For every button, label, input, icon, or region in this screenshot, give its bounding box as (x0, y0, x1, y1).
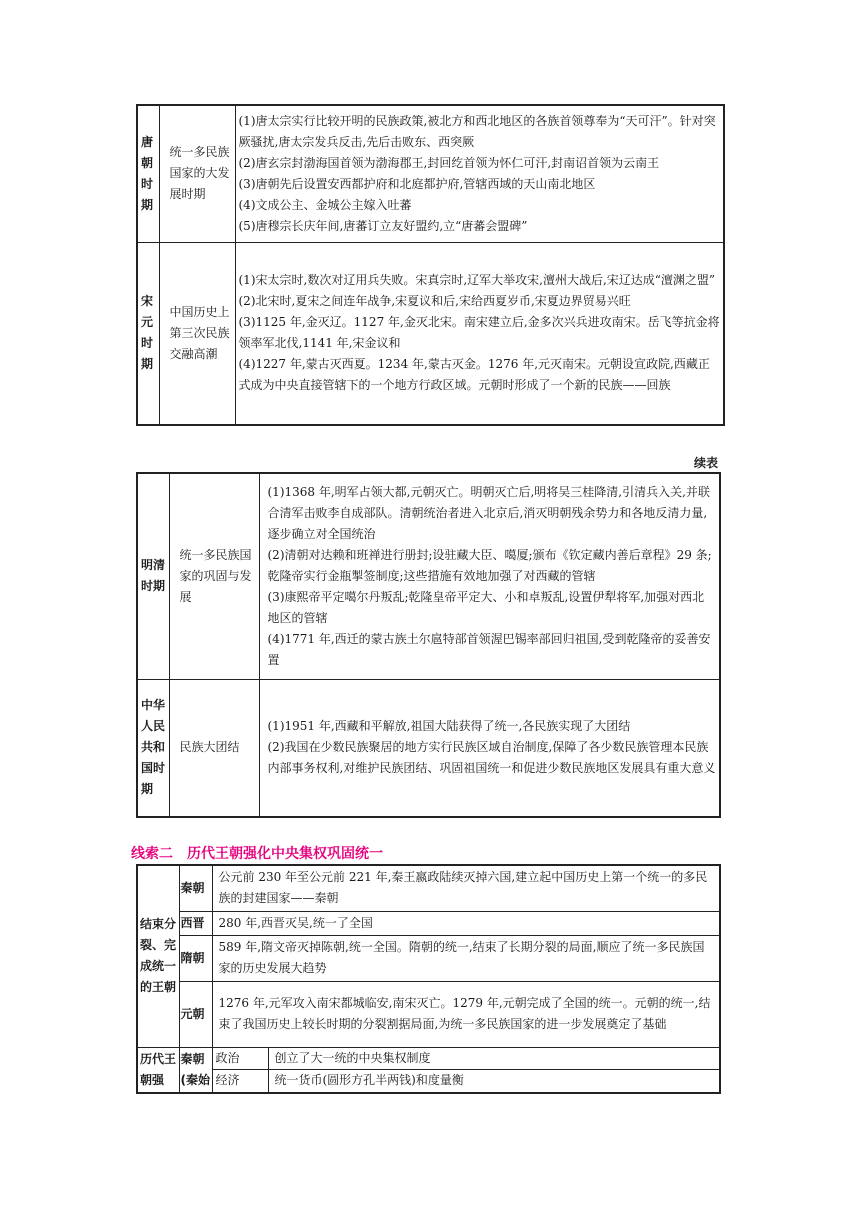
table-row (137, 242, 724, 425)
table-row (137, 473, 720, 679)
group-label: 结束分裂、完成统一的王朝 (137, 865, 179, 1047)
point-text: (3)1125 年,金灭辽。1127 年,金灭北宋。南宋建立后,金多次兴兵进攻南宋。岳飞等抗金将领率军北伐,1141 年,宋金议和 (238, 315, 720, 351)
point-text: (3)唐朝先后设置安西都护府和北庭都护府,管辖西域的天山南北地区 (238, 176, 596, 191)
table-row (137, 981, 720, 1047)
theme-cell: 民族大团结 (169, 679, 259, 817)
event-text: 公元前 230 年至公元前 221 年,秦王嬴政陆续灭掉六国,建立起中国历史上第一个统一的多民族的封建国家——秦朝 (212, 865, 720, 911)
points-cell (259, 473, 720, 679)
table-tang-song (136, 104, 725, 426)
dynasty-cell: 元朝 (179, 981, 212, 1047)
group-label: 历代王朝强 (137, 1047, 179, 1093)
point-text: (2)北宋时,夏宋之间连年战争,宋夏议和后,宋给西夏岁币,宋夏边界贸易兴旺 (238, 294, 631, 309)
point-text: (2)我国在少数民族聚居的地方实行民族区域自治制度,保障了各少数民族管理本民族内部事务权利,对维护民族团结、巩固祖国统一和促进少数民族地区发展具有重大意义 (267, 740, 716, 776)
point-text: (2)唐玄宗封渤海国首领为渤海郡王,封回纥首领为怀仁可汗,封南诏首领为云南王 (238, 155, 660, 170)
point-text: (4)1771 年,西迁的蒙古族土尔扈特部首领渥巴锡率部回归祖国,受到乾隆帝的妥善安置 (267, 631, 711, 667)
dynasty-cell: 隋朝 (179, 935, 212, 981)
aspect-cell: 政治 (212, 1047, 268, 1069)
point-text: (4)1227 年,蒙古灭西夏。1234 年,蒙古灭金。1276 年,元灭南宋。元朝设宣政院,西藏正式成为中央直接管辖下的一个地方行政区域。元朝时形成了一个新的民族——回族 (238, 357, 710, 393)
event-text: 创立了大一统的中央集权制度 (268, 1047, 720, 1069)
points-cell (235, 105, 724, 242)
aspect-cell: 经济 (212, 1069, 268, 1093)
continued-label: 续表 (694, 456, 719, 470)
era-cell: 明清时期 (137, 473, 169, 679)
table-unification (136, 864, 721, 1094)
dynasty-cell: 秦朝 (179, 865, 212, 911)
table-row (137, 679, 720, 817)
table-ming-prc (136, 472, 721, 818)
theme-cell: 中国历史上第三次民族交融高潮 (159, 242, 235, 425)
points-cell (259, 679, 720, 817)
era-cell: 唐朝时期 (137, 105, 159, 242)
point-text: (3)康熙帝平定噶尔丹叛乱;乾隆皇帝平定大、小和卓叛乱,设置伊犁将军,加强对西北地区的管辖 (267, 589, 705, 625)
dynasty-cell: 西晋 (179, 911, 212, 935)
table-row (137, 1047, 720, 1069)
point-text: (5)唐穆宗长庆年间,唐蕃订立友好盟约,立“唐蕃会盟碑” (238, 218, 528, 233)
event-text: 1276 年,元军攻入南宋都城临安,南宋灭亡。1279 年,元朝完成了全国的统一。元朝的统一,结束了我国历史上较长时期的分裂割据局面,为统一多民族国家的进一步发展奠定了基础 (212, 981, 720, 1047)
point-text: (2)清朝对达赖和班禅进行册封;设驻藏大臣、噶厦;颁布《钦定藏内善后章程》29 条;乾隆帝实行金瓶掣签制度;这些措施有效地加强了对西藏的管辖 (267, 547, 712, 583)
event-text: 589 年,隋文帝灭掉陈朝,统一全国。隋朝的统一,结束了长期分裂的局面,顺应了统一多民族国家的历史发展大趋势 (212, 935, 720, 981)
event-text: 统一货币(圆形方孔半两钱)和度量衡 (268, 1069, 720, 1093)
point-text: (4)文成公主、金城公主嫁入吐蕃 (238, 197, 412, 212)
era-cell: 宋元时期 (137, 242, 159, 425)
table-row (137, 911, 720, 935)
point-text: (1)宋太宗时,数次对辽用兵失败。宋真宗时,辽军大举攻宋,澶州大战后,宋辽达成“澶渊之盟” (238, 273, 716, 288)
point-text: (1)1951 年,西藏和平解放,祖国大陆获得了统一,各民族实现了大团结 (267, 719, 631, 734)
clue-two-title: 线索二 历代王朝强化中央集权巩固统一 (131, 846, 383, 862)
table-row (137, 105, 724, 242)
table-row (137, 865, 720, 911)
table-row (137, 935, 720, 981)
theme-cell: 统一多民族国家的巩固与发展 (169, 473, 259, 679)
point-text: (1)唐太宗实行比较开明的民族政策,被北方和西北地区的各族首领尊奉为“天可汗”。针对突厥骚扰,唐太宗发兵反击,先后击败东、西突厥 (238, 113, 716, 149)
era-cell: 中华人民共和国时期 (137, 679, 169, 817)
table-row (137, 1069, 720, 1093)
theme-cell: 统一多民族国家的大发展时期 (159, 105, 235, 242)
point-text: (1)1368 年,明军占领大都,元朝灭亡。明朝灭亡后,明将吴三桂降清,引清兵入关,并联合清军击败李自成部队。清朝统治者进入北京后,消灭明朝残余势力和各地反清力量,逐步确立对全国统治 (267, 484, 710, 541)
points-cell (235, 242, 724, 425)
event-text: 280 年,西晋灭吴,统一了全国 (212, 911, 720, 935)
dynasty-cell: 秦朝(秦始 (179, 1047, 212, 1093)
